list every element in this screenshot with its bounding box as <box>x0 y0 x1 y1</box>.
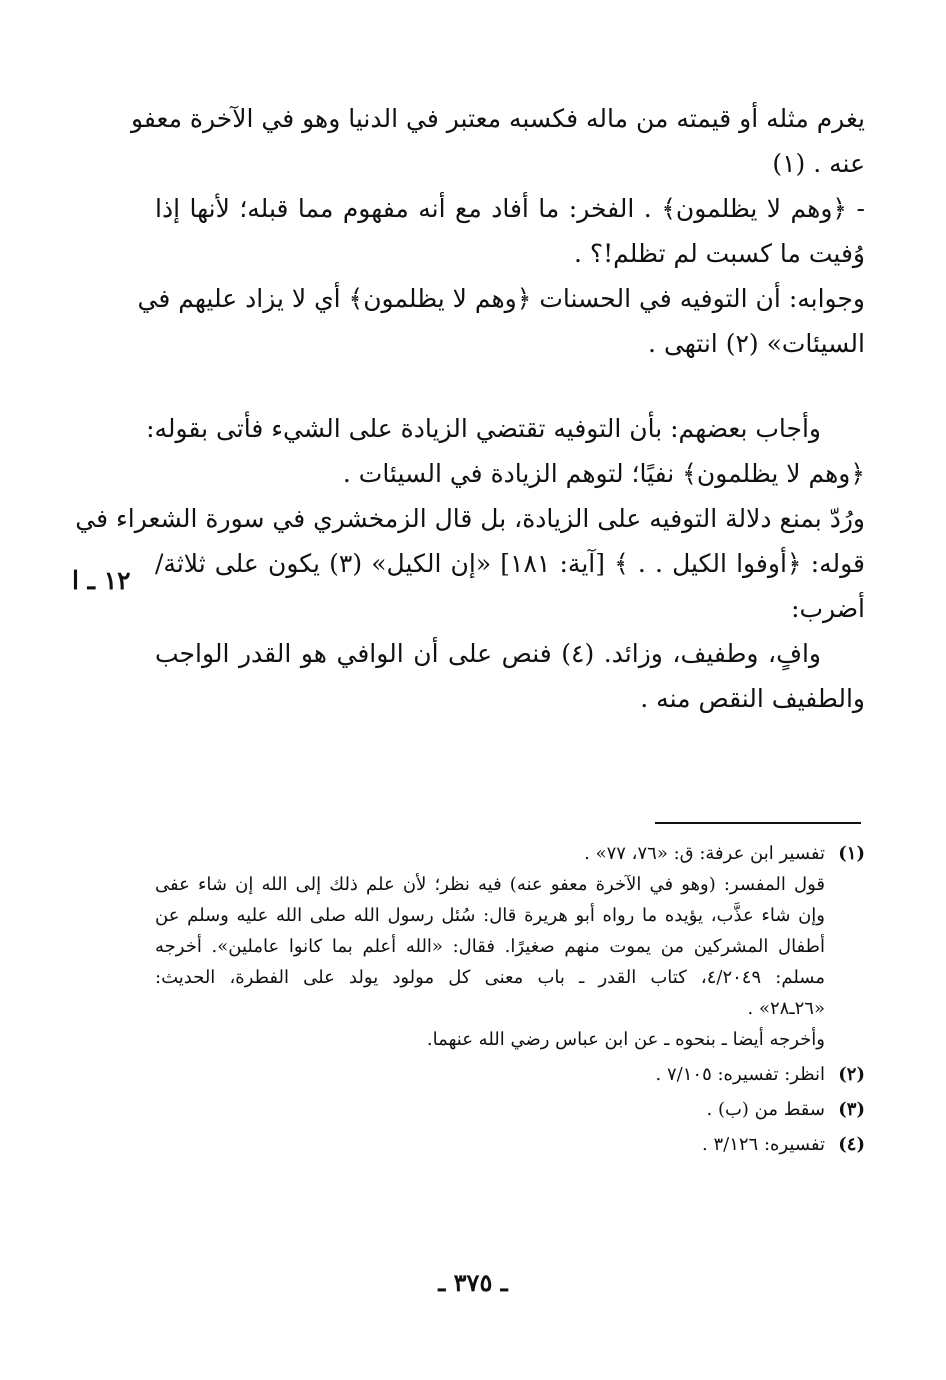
text-line: وجوابه: أن التوفيه في الحسنات ﴿وهم لا يظلمون﴾ أي لا يزاد عليهم في <box>137 284 865 313</box>
footnote-text: انظر: تفسيره: ٧/١٠٥ . <box>655 1064 825 1085</box>
footnote-number: (٢) <box>838 1064 865 1085</box>
footnote-line: قول المفسر: (وهو في الآخرة معفو عنه) فيه نظر؛ لأن علم ذلك إلى الله إن شاء عفى <box>155 874 825 895</box>
text-line: أضرب: <box>791 594 865 623</box>
footnote-number: (١) <box>838 843 865 864</box>
text-line: عنه . (١) <box>772 149 865 178</box>
text-line: وأجاب بعضهم: بأن التوفيه تقتضي الزيادة على الشيء فأتى بقوله: <box>146 414 821 443</box>
footnote-line: وإن شاء عذَّب، يؤيده ما رواه أبو هريرة قال: سُئل رسول الله صلى الله عليه وسلم عن <box>155 905 825 926</box>
text-line: - ﴿وهم لا يظلمون﴾ . الفخر: ما أفاد مع أنه مفهوم مما قبله؛ لأنها إذا <box>155 194 865 223</box>
footnote-line: وأخرجه أيضا ـ بنحوه ـ عن ابن عباس رضي الله عنهما. <box>426 1029 825 1050</box>
footnote-text: تفسير ابن عرفة: ق: «٧٦، ٧٧» . <box>584 843 825 864</box>
footnote-4 <box>155 1129 865 1160</box>
page-number: ـ ٣٧٥ ـ <box>438 1268 508 1297</box>
footnote-3 <box>155 1094 865 1125</box>
text-line: وُفيت ما كسبت لم تظلم!؟ . <box>573 239 865 268</box>
text-line: يغرم مثله أو قيمته من ماله فكسبه معتبر في الدنيا وهو في الآخرة معفو <box>130 104 865 133</box>
footnote-line: مسلم: ٤/٢٠٤٩، كتاب القدر ـ باب معنى كل مولود يولد على الفطرة، الحديث: <box>155 967 825 988</box>
footnote-line: أطفال المشركين من يموت منهم صغيرًا. فقال: «الله أعلم بما كانوا عاملين». أخرجه <box>155 936 825 957</box>
text-line: قوله: ﴿أوفوا الكيل . . ﴾ [آية: ١٨١] «إن الكيل» (٣) يكون على ثلاثة/ <box>155 549 866 578</box>
footnote-separator <box>655 822 861 824</box>
margin-folio-reference: ١٢ ـ ا <box>72 566 131 595</box>
footnote-number: (٤) <box>838 1134 865 1155</box>
text-line: ﴿وهم لا يظلمون﴾ نفيًا؛ لتوهم الزيادة في السيئات . <box>342 459 865 488</box>
footnote-1 <box>155 838 865 869</box>
footnotes <box>155 838 865 1160</box>
footnote-line: «٢٦ـ٢٨» . <box>747 998 825 1019</box>
footnote-number: (٣) <box>838 1099 865 1120</box>
text-line: السيئات» (٢) انتهى . <box>648 329 865 358</box>
text-line: وافٍ، وطفيف، وزائد. (٤) فنص على أن الوافي هو القدر الواجب <box>155 639 822 668</box>
footnote-text: سقط من (ب) . <box>706 1099 825 1120</box>
text-line: ورُدّ بمنع دلالة التوفيه على الزيادة، بل قال الزمخشري في سورة الشعراء في <box>75 504 865 533</box>
footnote-2 <box>155 1059 865 1090</box>
footnote-text: تفسيره: ٣/١٢٦ . <box>702 1134 825 1155</box>
text-line: والطفيف النقص منه . <box>640 684 865 713</box>
